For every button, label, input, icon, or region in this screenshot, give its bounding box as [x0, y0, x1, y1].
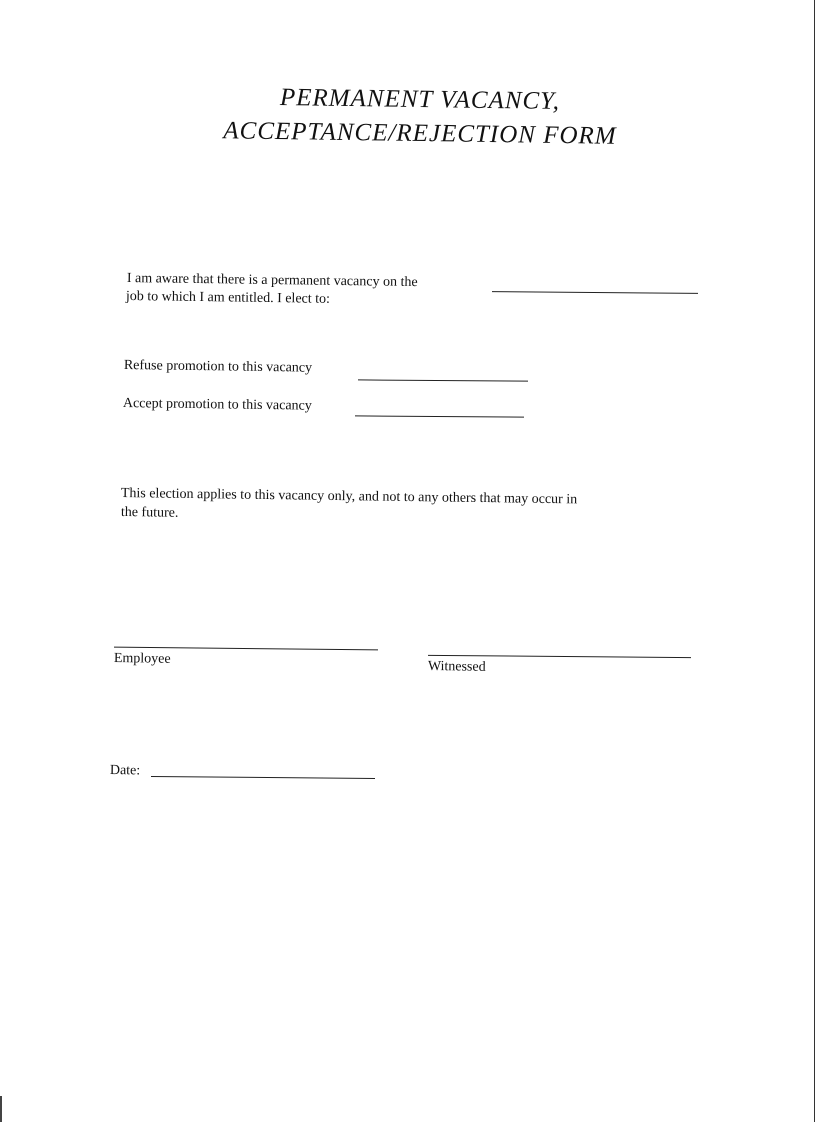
intro-text-line-1: I am aware that there is a permanent vacancy on the — [126, 270, 418, 291]
form-title-line-2: ACCEPTANCE/REJECTION FORM — [223, 117, 617, 150]
accept-promotion-label: Accept promotion to this vacancy — [122, 395, 312, 414]
date-blank[interactable] — [151, 776, 375, 779]
intro-text-line-2: job to which I am entitled. I elect to: — [125, 288, 331, 307]
election-text-line-1: This election applies to this vacancy only, and not to any others that may occur in — [120, 485, 578, 508]
scan-edge-line — [814, 0, 815, 1122]
employee-label: Employee — [113, 650, 171, 667]
scan-edge-mark — [0, 1096, 2, 1122]
date-label: Date: — [109, 762, 141, 779]
refuse-promotion-label: Refuse promotion to this vacancy — [123, 357, 313, 376]
accept-promotion-blank[interactable] — [355, 415, 524, 417]
form-title-line-1: PERMANENT VACANCY, — [279, 84, 561, 115]
refuse-promotion-blank[interactable] — [358, 379, 528, 381]
vacancy-job-blank[interactable] — [492, 291, 698, 294]
witnessed-label: Witnessed — [427, 658, 486, 675]
election-text-line-2: the future. — [120, 504, 179, 521]
